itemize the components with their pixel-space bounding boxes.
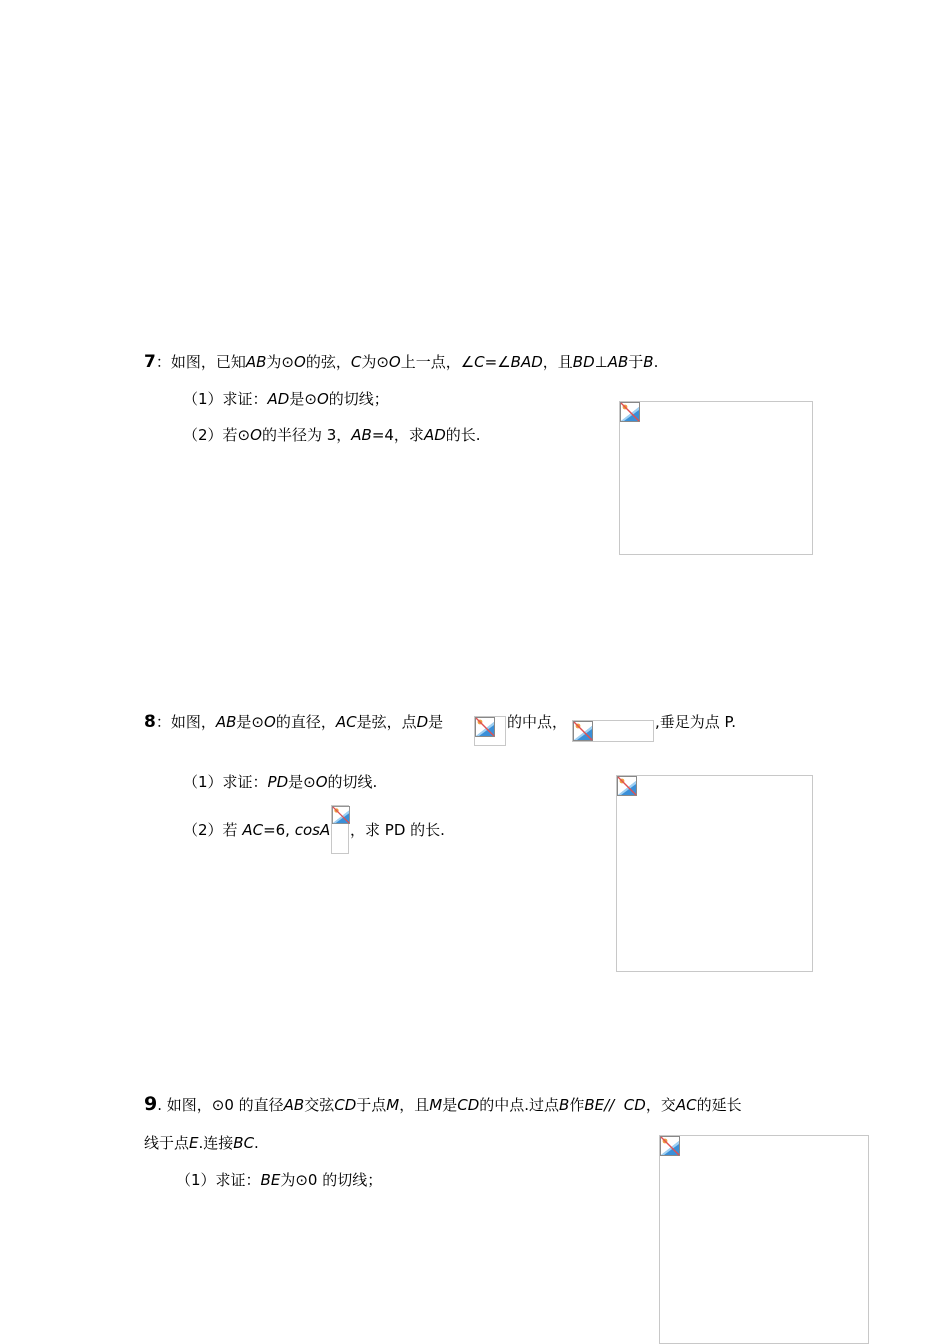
q9-stem-line1 [144, 1094, 742, 1115]
q7-part1-text: 的切线； [328, 390, 389, 408]
broken-image-icon [332, 806, 350, 824]
q7-part2-text: O [250, 426, 262, 444]
q7-text: ，且 [542, 353, 573, 371]
q9-text: // [604, 1096, 624, 1114]
q9-text: M [429, 1096, 443, 1114]
q8-part2-b: ，求 PD 的长. [350, 821, 445, 839]
q8-part2-text: =6, [263, 821, 295, 839]
q7-part1-text: AD [267, 390, 290, 408]
q9-text: ，且 [399, 1096, 430, 1114]
q9-text: M [386, 1096, 400, 1114]
broken-image-icon [617, 776, 637, 796]
q9-text: CD [457, 1096, 480, 1114]
q8-part1-text: O [315, 773, 328, 791]
q7-text: 于 [628, 353, 644, 371]
q9-text: . 如图，⊙0 的直径 [157, 1096, 284, 1114]
q9-text: 交弦 [304, 1096, 335, 1114]
broken-image-icon [573, 721, 593, 741]
q8-text: ：如图， [155, 713, 216, 731]
q8-part1-text: PD [267, 773, 289, 791]
q7-text: 的弦， [305, 353, 351, 371]
q8-cos-image [331, 805, 349, 854]
q7-part1-text: 是⊙ [289, 390, 317, 408]
q8-number: 8 [144, 712, 156, 732]
q7-part1-text: （1）求证： [183, 390, 268, 408]
q8-stem-b: 的中点， [507, 713, 568, 731]
q9-text: ，交 [645, 1096, 676, 1114]
q9-text: 作 [569, 1096, 585, 1114]
q8-perp-image [572, 720, 654, 742]
q9-text: . [254, 1134, 259, 1152]
q7-part2-text: 的长. [445, 426, 481, 444]
q9-part1 [176, 1170, 382, 1190]
q7-stem [144, 352, 658, 372]
q7-text: 上一点，∠ [400, 353, 475, 371]
q8-stem [144, 712, 443, 732]
q7-text: . [653, 353, 659, 371]
q9-text: E [189, 1134, 199, 1152]
q8-part1-text: 的切线. [327, 773, 378, 791]
q9-text: 于点 [356, 1096, 387, 1114]
q7-part1-text: O [316, 390, 329, 408]
q9-text: AB [283, 1096, 305, 1114]
q9-text: 的延长 [696, 1096, 742, 1114]
q7-text: BAD [510, 353, 543, 371]
q8-text: 的直径， [275, 713, 336, 731]
q7-part2-text: 的半径为 3， [261, 426, 352, 444]
q9-text: BE [584, 1096, 605, 1114]
q9-text: 线于点 [144, 1134, 190, 1152]
q9-text: CD [334, 1096, 357, 1114]
q9-text: B [559, 1096, 570, 1114]
q8-text: 是 [428, 713, 444, 731]
q7-figure [619, 401, 813, 555]
q9-part1-text: BE [260, 1171, 281, 1189]
q7-part2-text: AB [351, 426, 372, 444]
q7-text: B [643, 353, 654, 371]
q9-part1-text: （1）求证： [176, 1171, 261, 1189]
q8-arc-image [474, 716, 506, 746]
q7-text: O [388, 353, 401, 371]
q7-text: ：如图，已知 [155, 353, 246, 371]
q7-text: O [294, 353, 306, 371]
q8-text: 是⊙ [236, 713, 264, 731]
q9-stem-line2 [144, 1133, 259, 1153]
q7-text: =∠ [484, 353, 511, 371]
q9-text: 的中点.过点 [479, 1096, 560, 1114]
broken-image-icon [660, 1136, 680, 1156]
q7-part1 [183, 389, 389, 409]
q8-part2-text: cosA [294, 821, 331, 839]
q9-part1-text: 为⊙0 的切线； [280, 1171, 383, 1189]
q7-text: AB [607, 353, 629, 371]
q7-number: 7 [144, 352, 156, 372]
q8-text: AC [335, 713, 357, 731]
q8-text: 是弦，点 [356, 713, 417, 731]
q7-part2-text: （2）若⊙ [183, 426, 251, 444]
q7-text: ⊥ [594, 353, 608, 371]
q7-text: 为⊙ [361, 353, 389, 371]
q7-text: C [474, 353, 485, 371]
q7-text: C [350, 353, 362, 371]
q8-text: AB [215, 713, 237, 731]
q8-text: O [264, 713, 276, 731]
q7-text: 为⊙ [266, 353, 294, 371]
q7-part2 [183, 425, 481, 445]
broken-image-icon [475, 717, 495, 737]
q8-part1-text: 是⊙ [288, 773, 316, 791]
q7-part2-text: =4，求 [371, 426, 424, 444]
q7-text: AB [245, 353, 267, 371]
q7-part2-text: AD [423, 426, 446, 444]
q8-text: D [416, 713, 429, 731]
broken-image-icon [620, 402, 640, 422]
q8-part2-text: （2）若 [183, 821, 243, 839]
q9-text: CD [623, 1096, 646, 1114]
q7-text: BD [572, 353, 595, 371]
q9-text: .连接 [198, 1134, 234, 1152]
q8-stem-c: ,垂足为点 P. [655, 713, 737, 731]
q8-part1-text: （1）求证： [183, 773, 268, 791]
q8-part1 [183, 772, 377, 792]
q9-text: 是 [442, 1096, 458, 1114]
q9-figure [659, 1135, 869, 1344]
q8-part2-text: AC [242, 821, 264, 839]
q8-part2 [183, 820, 343, 840]
q8-figure [616, 775, 813, 972]
q9-number: 9 [144, 1093, 158, 1115]
q9-text: AC [675, 1096, 697, 1114]
q9-text: BC [233, 1134, 255, 1152]
